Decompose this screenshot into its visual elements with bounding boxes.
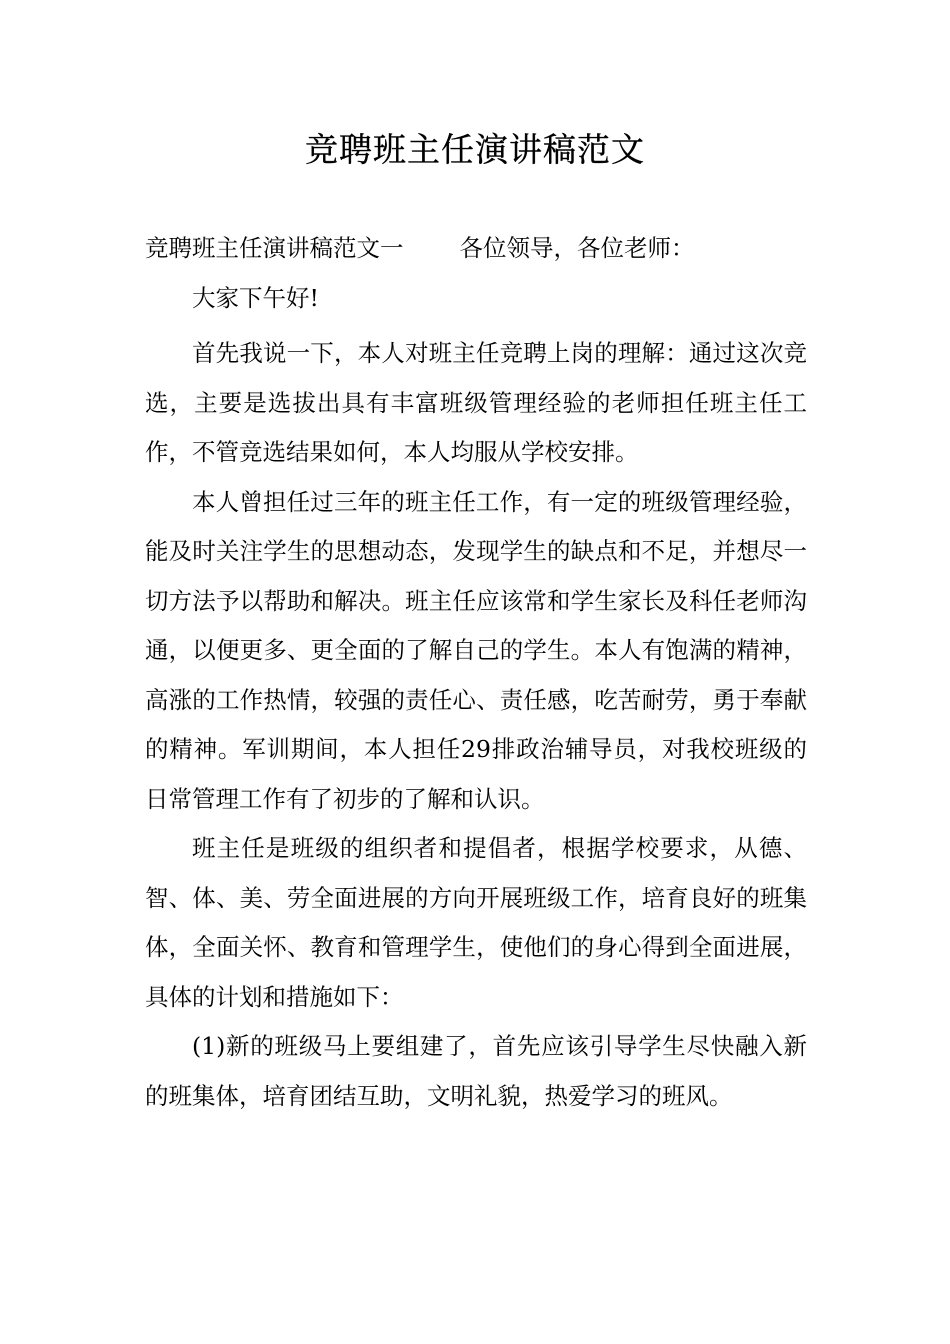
paragraph-plan-1: (1)新的班级马上要组建了，首先应该引导学生尽快融入新的班集体，培育团结互助，文明礼貌，热爱学习的班风。 — [145, 1032, 807, 1110]
essay-heading: 竞聘班主任演讲稿范文一 — [145, 234, 404, 262]
paragraph-greeting: 大家下午好! — [192, 283, 319, 312]
paragraph-experience: 本人曾担任过三年的班主任工作，有一定的班级管理经验，能及时关注学生的思想动态，发现学生的缺点和不足，并想尽一切方法予以帮助和解决。班主任应该常和学生家长及科任老师沟通，以便更多、更全面的了解自己的学生。本人有饱满的精神，高涨的工作热情，较强的责任心、责任感，吃苦耐劳，勇于奉献的精神。军训期间，本人担任29排政治辅导员，对我校班级的日常管理工作有了初步的了解和认识。 — [145, 487, 807, 813]
paragraph-understanding: 首先我说一下，本人对班主任竞聘上岗的理解：通过这次竞选，主要是选拔出具有丰富班级管理经验的老师担任班主任工作，不管竞选结果如何，本人均服从学校安排。 — [145, 339, 807, 466]
salutation: 各位领导，各位老师： — [459, 234, 695, 262]
opening-line — [145, 224, 807, 274]
document-body — [145, 224, 807, 1121]
document-title: 竞聘班主任演讲稿范文 — [305, 130, 645, 169]
paragraph-role: 班主任是班级的组织者和提倡者，根据学校要求，从德、智、体、美、劳全面进展的方向开展班级工作，培育良好的班集体，全面关怀、教育和管理学生，使他们的身心得到全面进展，具体的计划和措施如下： — [145, 834, 807, 1011]
